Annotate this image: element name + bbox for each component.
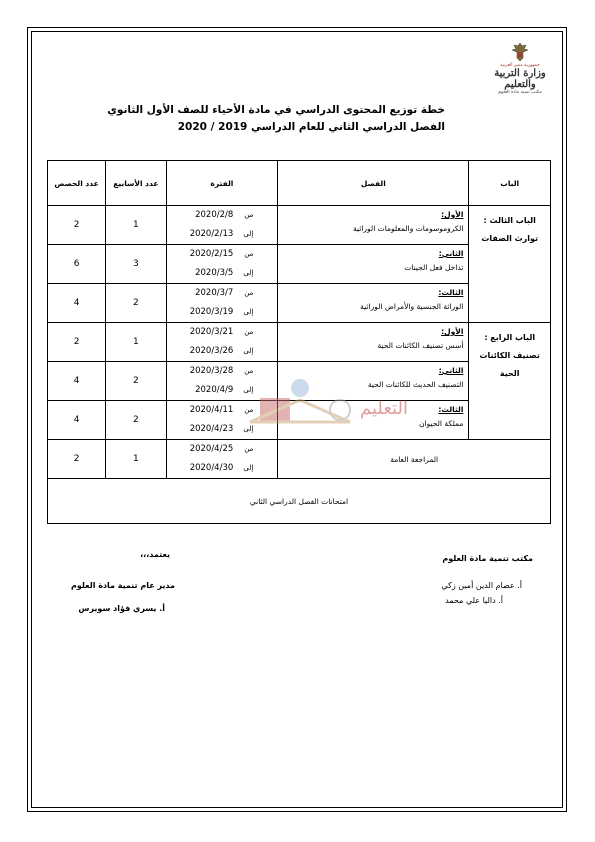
fasl-text: الكروموسومات والمعلومات الوراثية bbox=[352, 224, 464, 233]
weeks-cell: 2 bbox=[106, 284, 166, 323]
to-date: 2020/4/23 bbox=[189, 424, 234, 434]
periods-cell: 6 bbox=[48, 245, 106, 284]
fasl-heading: الثاني: bbox=[438, 249, 464, 258]
review-text: المراجعة العامة bbox=[278, 440, 551, 479]
fasl-heading: الأول: bbox=[441, 210, 464, 219]
watermark-logo bbox=[240, 370, 408, 440]
periods-cell: 4 bbox=[48, 401, 106, 440]
logo-ministry-text: وزارة التربية والتعليم bbox=[494, 68, 546, 90]
bab-title: توارث الصفات bbox=[481, 234, 539, 243]
fasl-heading: الأول: bbox=[441, 327, 464, 336]
fasl-text: التصنيف الحديث للكائنات الحية bbox=[367, 380, 464, 389]
header-bab: الباب bbox=[469, 161, 551, 206]
weeks-cell: 3 bbox=[106, 245, 166, 284]
periods-cell: 2 bbox=[48, 440, 106, 479]
fatra-cell bbox=[166, 440, 278, 479]
to-label: إلى bbox=[243, 425, 254, 433]
from-date: 2020/3/7 bbox=[195, 288, 234, 298]
to-date: 2020/3/19 bbox=[189, 307, 234, 317]
periods-cell: 2 bbox=[48, 206, 106, 245]
periods-cell: 2 bbox=[48, 323, 106, 362]
from-label: من bbox=[244, 289, 254, 297]
header-fasl: الفصل bbox=[278, 161, 469, 206]
from-date: 2020/4/11 bbox=[189, 405, 234, 415]
plan-table bbox=[47, 160, 551, 524]
exams-row bbox=[48, 479, 551, 524]
weeks-cell: 2 bbox=[106, 401, 166, 440]
logo-office-text: مكتب تنمية مادة العلوم bbox=[498, 90, 542, 95]
fasl-text: تداخل فعل الجينات bbox=[404, 263, 464, 272]
from-date: 2020/2/8 bbox=[195, 210, 234, 220]
bab-cell-4 bbox=[469, 323, 551, 440]
committee-member-2: أ. داليا علي محمد bbox=[445, 596, 503, 605]
to-label: إلى bbox=[243, 269, 254, 277]
fasl-cell bbox=[278, 323, 469, 362]
fasl-heading: الثاني: bbox=[438, 366, 464, 375]
header-fatra: الفترة bbox=[166, 161, 278, 206]
fatra-cell bbox=[166, 206, 278, 245]
fasl-text: الوراثة الجنسية والأمراض الوراثية bbox=[360, 302, 464, 311]
bab-number: الباب الثالث : bbox=[483, 216, 536, 225]
office-label: مكتب تنمية مادة العلوم bbox=[442, 554, 533, 563]
fasl-heading: الثالث: bbox=[438, 288, 464, 297]
fatra-cell bbox=[166, 284, 278, 323]
fasl-cell bbox=[278, 284, 469, 323]
from-label: من bbox=[244, 328, 254, 336]
fasl-text: مملكة الحيوان bbox=[419, 419, 464, 428]
ministry-logo bbox=[488, 42, 552, 104]
from-date: 2020/4/25 bbox=[189, 444, 234, 454]
from-label: من bbox=[244, 367, 254, 375]
weeks-cell: 1 bbox=[106, 206, 166, 245]
fasl-cell bbox=[278, 206, 469, 245]
to-label: إلى bbox=[243, 347, 254, 355]
exams-text: امتحانات الفصل الدراسي الثاني bbox=[48, 479, 551, 524]
from-label: من bbox=[244, 250, 254, 258]
fasl-text: أسس تصنيف الكائنات الحية bbox=[377, 341, 464, 350]
eagle-emblem-icon bbox=[511, 42, 529, 62]
bab-number: الباب الرابع : bbox=[484, 333, 536, 342]
document-subtitle: الفصل الدراسي الثاني للعام الدراسي 2019 / 2020 bbox=[177, 121, 445, 133]
to-label: إلى bbox=[243, 464, 254, 472]
to-label: إلى bbox=[243, 308, 254, 316]
to-date: 2020/3/5 bbox=[195, 268, 234, 278]
to-label: إلى bbox=[243, 230, 254, 238]
periods-cell: 4 bbox=[48, 284, 106, 323]
director-name: أ. يسري فؤاد سويرس bbox=[78, 604, 165, 613]
header-periods: عدد الحصص bbox=[48, 161, 106, 206]
watermark-text: التعليم bbox=[360, 398, 408, 419]
logo-country-text: جمهورية مصر العربية bbox=[500, 63, 540, 68]
header-weeks: عدد الأسابيع bbox=[106, 161, 166, 206]
weeks-cell: 1 bbox=[106, 323, 166, 362]
document-title: خطة توزيع المحتوى الدراسي في مادة الأحياء للصف الأول الثانوي bbox=[107, 104, 445, 116]
periods-cell: 4 bbox=[48, 362, 106, 401]
from-date: 2020/3/21 bbox=[189, 327, 234, 337]
to-date: 2020/3/26 bbox=[189, 346, 234, 356]
to-date: 2020/4/9 bbox=[195, 385, 234, 395]
from-label: من bbox=[244, 211, 254, 219]
weeks-cell: 1 bbox=[106, 440, 166, 479]
to-date: 2020/4/30 bbox=[189, 463, 234, 473]
to-label: إلى bbox=[243, 386, 254, 394]
to-date: 2020/2/13 bbox=[189, 229, 234, 239]
director-title: مدير عام تنمية مادة العلوم bbox=[71, 581, 175, 590]
from-date: 2020/3/28 bbox=[189, 366, 234, 376]
fasl-cell bbox=[278, 245, 469, 284]
table-row bbox=[48, 206, 551, 245]
table-row bbox=[48, 323, 551, 362]
approved-label: يعتمد،،، bbox=[140, 550, 170, 559]
fatra-cell bbox=[166, 323, 278, 362]
committee-member-1: أ. عصام الدين أمين زكي bbox=[441, 581, 522, 590]
from-label: من bbox=[244, 445, 254, 453]
review-row bbox=[48, 440, 551, 479]
table-header-row bbox=[48, 161, 551, 206]
fasl-heading: الثالث: bbox=[438, 405, 464, 414]
bab-title: تصنيف الكائنات الحية bbox=[479, 351, 540, 378]
bab-cell-3 bbox=[469, 206, 551, 323]
from-label: من bbox=[244, 406, 254, 414]
weeks-cell: 2 bbox=[106, 362, 166, 401]
fatra-cell bbox=[166, 245, 278, 284]
from-date: 2020/2/15 bbox=[189, 249, 234, 259]
